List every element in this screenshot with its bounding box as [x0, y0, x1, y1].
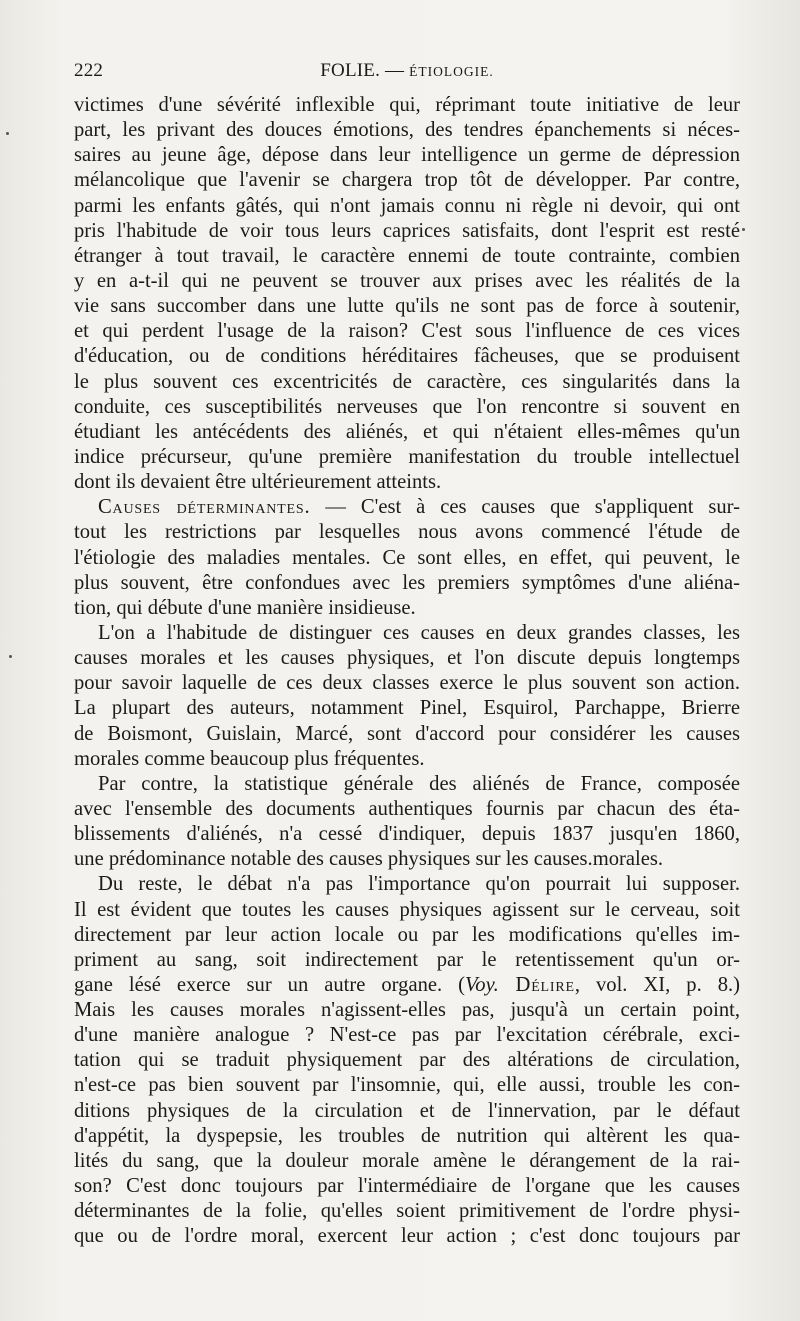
line-text: de Boismont, Guislain, Marcé, sont d'accord pour considérer les causes: [74, 722, 740, 745]
text-line: [74, 1023, 740, 1048]
italic-reference: Voy.: [465, 973, 499, 996]
text-line: [74, 872, 740, 897]
text-line: [74, 1149, 740, 1174]
text-line: [74, 646, 740, 671]
line-text: gane lésé exerce sur un autre organe. (: [74, 973, 466, 996]
text-line: [74, 696, 740, 721]
cross-reference: Délire: [498, 973, 575, 996]
text-line: [74, 118, 740, 143]
line-text: étudiant les antécédents des aliénés, et qui n'étaient elles-mêmes qu'un: [74, 420, 740, 443]
text-line: [74, 1073, 740, 1098]
text-line: [74, 168, 740, 193]
text-line: [74, 772, 740, 797]
line-text: avec l'ensemble des documents authentiques fournis par chacun des éta-: [74, 797, 740, 820]
line-text: Par contre, la statistique générale des aliénés de France, composée: [98, 772, 740, 795]
margin-speck: [9, 655, 12, 658]
text-line: [74, 923, 740, 948]
text-line: [74, 621, 740, 646]
text-line: [74, 546, 740, 571]
text-line: [74, 671, 740, 696]
line-text: saires au jeune âge, dépose dans leur intelligence un germe de dépression: [74, 144, 740, 167]
text-line: [74, 973, 740, 998]
line-text: causes morales et les causes physiques, et l'on discute depuis longtemps: [74, 647, 740, 670]
body-text: [74, 93, 740, 1249]
text-line: [74, 143, 740, 168]
line-text: que ou de l'ordre moral, exercent leur action ; c'est donc toujours par: [74, 1225, 740, 1248]
margin-speck: [6, 132, 9, 135]
line-text: Mais les causes morales n'agissent-elles pas, jusqu'à un certain point,: [74, 999, 740, 1022]
line-text: L'on a l'habitude de distinguer ces causes en deux grandes classes, les: [98, 621, 740, 644]
line-text: morales comme beaucoup plus fréquentes.: [74, 747, 425, 770]
line-text: n'est-ce pas bien souvent par l'insomnie, qui, elle aussi, trouble les con-: [74, 1074, 740, 1097]
line-text: pour savoir laquelle de ces deux classes exerce le plus souvent son action.: [74, 672, 740, 695]
text-line: [74, 898, 740, 923]
line-text: déterminantes de la folie, qu'elles soient primitivement de l'ordre physi-: [74, 1200, 740, 1223]
section-heading: Causes déterminantes.: [98, 496, 311, 519]
text-line: [74, 1124, 740, 1149]
line-text: le plus souvent ces excentricités de caractère, ces singularités dans la: [74, 370, 740, 393]
line-text: vie sans succomber dans une lutte qu'ils ne sont pas de force à soutenir,: [74, 295, 740, 318]
line-text: étranger à tout travail, le caractère ennemi de toute contrainte, combien: [74, 244, 740, 267]
text-line: [74, 470, 740, 495]
text-line: [74, 370, 740, 395]
line-text: ditions physiques de la circulation et de l'innervation, par le défaut: [74, 1099, 740, 1122]
line-text: son? C'est donc toujours par l'intermédiaire de l'organe que les causes: [74, 1175, 740, 1198]
text-line: [74, 1224, 740, 1249]
line-text: La plupart des auteurs, notamment Pinel, Esquirol, Parchappe, Brierre: [74, 697, 740, 720]
text-line: [74, 219, 740, 244]
header-subtitle: ÉTIOLOGIE.: [409, 64, 494, 79]
running-title: [74, 60, 740, 82]
text-line: [74, 93, 740, 118]
line-text: priment au sang, soit indirectement par le retentissement qu'un or-: [74, 948, 740, 971]
text-line: [74, 948, 740, 973]
text-line: [74, 269, 740, 294]
running-header: [74, 60, 740, 86]
line-text: blissements d'aliénés, n'a cessé d'indiquer, depuis 1837 jusqu'en 1860,: [74, 823, 740, 846]
text-line: [74, 1174, 740, 1199]
line-text: plus souvent, être confondues avec les premiers symptômes d'une aliéna-: [74, 571, 740, 594]
header-separator: —: [380, 60, 410, 81]
text-line: [74, 1199, 740, 1224]
line-text: part, les privant des douces émotions, des tendres épanchements si néces-: [74, 119, 740, 142]
line-text: — C'est à ces causes que s'appliquent sur-: [310, 496, 740, 519]
text-line: [74, 520, 740, 545]
text-line: [74, 294, 740, 319]
line-text: tion, qui débute d'une manière insidieuse.: [74, 596, 416, 619]
line-text: lités du sang, que la douleur morale amène le dérangement de la rai-: [74, 1149, 740, 1172]
header-title: FOLIE.: [320, 60, 381, 81]
line-text: une prédominance notable des causes physiques sur les causes.morales.: [74, 848, 664, 871]
text-line: [74, 1048, 740, 1073]
text-line: [74, 420, 740, 445]
line-text: Du reste, le débat n'a pas l'importance qu'on pourrait lui supposer.: [98, 873, 740, 896]
line-text: dont ils devaient être ultérieurement atteints.: [74, 471, 442, 494]
text-line: [74, 596, 740, 621]
text-line: [74, 495, 740, 520]
line-text: et qui perdent l'usage de la raison? C'est sous l'influence de ces vices: [74, 320, 740, 343]
text-line: [74, 194, 740, 219]
line-text: parmi les enfants gâtés, qui n'ont jamais connu ni règle ni devoir, qui ont: [74, 194, 740, 217]
line-text: conduite, ces susceptibilités nerveuses que l'on rencontre si souvent en: [74, 395, 740, 418]
text-line: [74, 998, 740, 1023]
text-line: [74, 847, 740, 872]
text-line: [74, 1099, 740, 1124]
text-line: [74, 395, 740, 420]
line-text: mélancolique que l'avenir se chargera trop tôt de développer. Par contre,: [74, 169, 740, 192]
line-text: l'étiologie des maladies mentales. Ce sont elles, en effet, qui peuvent, le: [74, 546, 740, 569]
line-text: d'éducation, ou de conditions héréditaires fâcheuses, que se produisent: [74, 345, 740, 368]
text-line: [74, 244, 740, 269]
line-text: pris l'habitude de voir tous leurs caprices satisfaits, dont l'esprit est resté: [74, 219, 740, 242]
line-text: victimes d'une sévérité inflexible qui, réprimant toute initiative de leur: [74, 94, 740, 116]
page-number: 222: [74, 60, 104, 81]
text-line: [74, 747, 740, 772]
margin-speck: [742, 228, 745, 231]
text-line: [74, 319, 740, 344]
line-text: directement par leur action locale ou par les modifications qu'elles im-: [74, 923, 740, 946]
text-line: [74, 822, 740, 847]
text-line: [74, 344, 740, 369]
line-text: tation qui se traduit physiquement par des altérations de circulation,: [74, 1049, 740, 1072]
text-line: [74, 722, 740, 747]
line-text: y en a-t-il qui ne peuvent se trouver aux prises avec les réalités de la: [74, 269, 740, 292]
line-text: indice précurseur, qu'une première manifestation du trouble intellectuel: [74, 445, 740, 468]
line-text: Il est évident que toutes les causes physiques agissent sur le cerveau, soit: [74, 898, 740, 921]
text-line: [74, 445, 740, 470]
line-text: tout les restrictions par lesquelles nous avons commencé l'étude de: [74, 521, 740, 544]
text-line: [74, 571, 740, 596]
line-text: d'une manière analogue ? N'est-ce pas par l'excitation cérébrale, exci-: [74, 1024, 740, 1047]
line-text: , vol. XI, p. 8.): [574, 973, 741, 996]
line-text: d'appétit, la dyspepsie, les troubles de nutrition qui altèrent les qua-: [74, 1124, 740, 1147]
text-line: [74, 797, 740, 822]
